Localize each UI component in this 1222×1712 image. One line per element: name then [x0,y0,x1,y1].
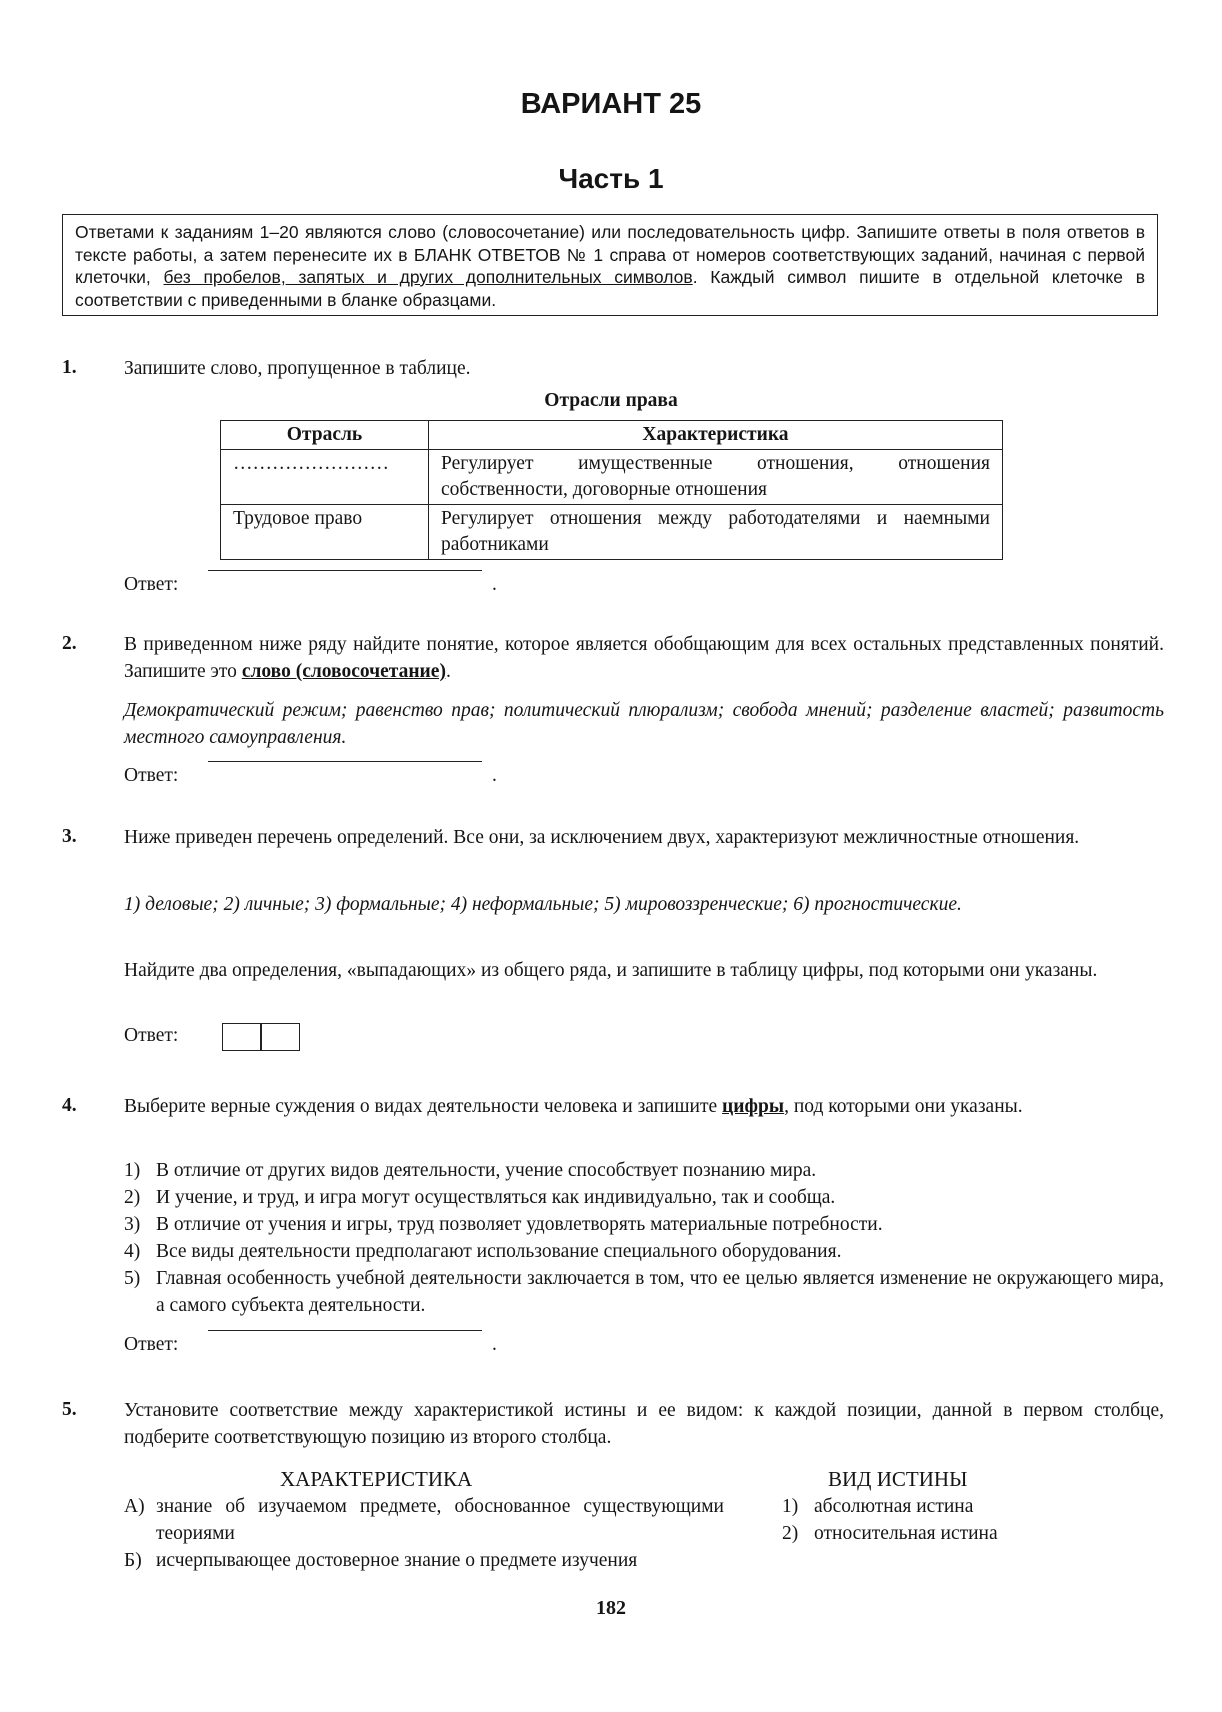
table-cell-branch: Трудовое право [221,505,429,560]
list-item-text: исчерпывающее достоверное знание о предмете изучения [156,1550,638,1571]
table-row [221,450,1003,505]
page-number: 182 [596,1597,626,1619]
list-item-text: В отличие от учения и игры, труд позволяет удовлетворять материальные потребности. [156,1214,883,1235]
list-item [124,1493,724,1547]
instructions-text-end: . Каждый символ пишите в отдельной клеточке в соответствии с приведенными в бланке образцами. [75,267,1146,310]
list-item-text: В отличие от других видов деятельности, учение способствует познанию мира. [156,1160,817,1181]
q4-text-end: , под которыми они указаны. [784,1096,1023,1117]
list-item-number: 1) [124,1160,141,1181]
part-title: Часть 1 [558,163,664,194]
q5-column-b-header: ВИД ИСТИНЫ [828,1467,968,1491]
list-item [782,1520,1142,1547]
table-cell-description: Регулирует отношения между работодателями и наемными работниками [429,505,1003,560]
q2-text-emphasis: слово (словосочетание) [241,661,446,682]
q1-table [220,420,1003,560]
q4-answer-label: Ответ: [124,1334,179,1355]
list-item-number: 3) [124,1214,141,1235]
table-row [221,505,1003,560]
list-item-text: Все виды деятельности предполагают использование специального оборудования. [156,1241,842,1262]
variant-title: ВАРИАНТ 25 [520,88,702,120]
list-item [124,1157,1164,1184]
q4-answer-line[interactable] [208,1330,482,1331]
q3-task: Найдите два определения, «выпадающих» из общего ряда, и запишите в таблицу цифры, под которыми они указаны. [124,960,1098,981]
q1-answer-line[interactable] [208,570,482,571]
list-item [124,1547,724,1574]
q2-answer-dot: . [492,765,497,786]
q2-text [124,631,1164,685]
q3-number: 3. [62,826,77,847]
q1-answer-label: Ответ: [124,574,179,595]
instructions-underlined: без пробелов, запятых и других дополнительных символов [163,267,693,287]
list-item [124,1238,1164,1265]
q3-options: 1) деловые; 2) личные; 3) формальные; 4) неформальные; 5) мировоззренческие; 6) прогностические. [124,894,962,915]
list-item [124,1265,1164,1319]
q2-terms: Демократический режим; равенство прав; политический плюрализм; свобода мнений; разделение властей; развитость местного самоуправления. [124,700,1164,748]
q3-answer-label: Ответ: [124,1025,179,1046]
list-item-number: 5) [124,1268,141,1289]
q3-text: Ниже приведен перечень определений. Все они, за исключением двух, характеризуют межличностные отношения. [124,827,1080,848]
q4-text-emphasis: цифры [722,1096,785,1117]
q4-answer-dot: . [492,1334,497,1355]
q5-text: Установите соответствие между характеристикой истины и ее видом: к каждой позиции, данной в первом столбце, подберите соответствующую позицию из второго столбца. [124,1400,1164,1448]
q4-text-main: Выберите верные суждения о видах деятельности человека и запишите [124,1096,723,1117]
q5-column-a [124,1493,724,1574]
list-item-number: 1) [782,1496,799,1517]
q4-statements [124,1157,1164,1319]
q2-answer-label: Ответ: [124,765,179,786]
list-item-number: 2) [782,1523,799,1544]
q2-text-end: . [445,661,451,682]
q2-answer-line[interactable] [208,761,482,762]
list-item-text: относительная истина [814,1523,998,1544]
q3-answer-cell-1[interactable] [222,1023,262,1051]
q1-text: Запишите слово, пропущенное в таблице. [124,358,471,379]
list-item-text: Главная особенность учебной деятельности заключается в том, что ее целью является изменение не окружающего мира, а самого субъекта деятельности. [156,1268,1164,1316]
list-item-letter: Б) [124,1550,142,1571]
table-header: Характеристика [429,421,1003,450]
table-header-row [221,421,1003,450]
table-cell-branch: …………………… [221,450,429,505]
list-item [124,1184,1164,1211]
list-item-letter: А) [124,1496,145,1517]
list-item [124,1211,1164,1238]
list-item-text: знание об изучаемом предмете, обоснованное существующими теориями [156,1496,724,1544]
list-item-number: 4) [124,1241,141,1262]
q5-number: 5. [62,1399,77,1420]
q5-column-a-header: ХАРАКТЕРИСТИКА [280,1467,473,1491]
table-header: Отрасль [221,421,429,450]
list-item [782,1493,1142,1520]
list-item-number: 2) [124,1187,141,1208]
q1-number: 1. [62,357,77,378]
table-cell-description: Регулирует имущественные отношения, отношения собственности, договорные отношения [429,450,1003,505]
instructions-box [62,214,1158,316]
q4-number: 4. [62,1095,77,1116]
q1-table-caption: Отрасли права [544,390,678,411]
q4-text [124,1093,1164,1120]
q2-number: 2. [62,633,77,654]
list-item-text: И учение, и труд, и игра могут осуществляться как индивидуально, так и сообща. [156,1187,836,1208]
q1-answer-dot: . [492,574,497,595]
q5-column-b [782,1493,1142,1547]
q2-text-main: В приведенном ниже ряду найдите понятие, которое является обобщающим для всех остальных представленных понятий. Запишите это [124,634,1164,682]
q3-answer-cell-2[interactable] [260,1023,300,1051]
instructions-text: Ответами к заданиям 1–20 являются слово (словосочетание) или последовательность цифр. Запишите ответы в поля ответов в тексте работы, а затем перенесите их в БЛАНК ОТВЕТОВ № 1 справа от номеров соответствующих заданий, начиная с первой клеточки, [75,222,1145,287]
list-item-text: абсолютная истина [814,1496,974,1517]
